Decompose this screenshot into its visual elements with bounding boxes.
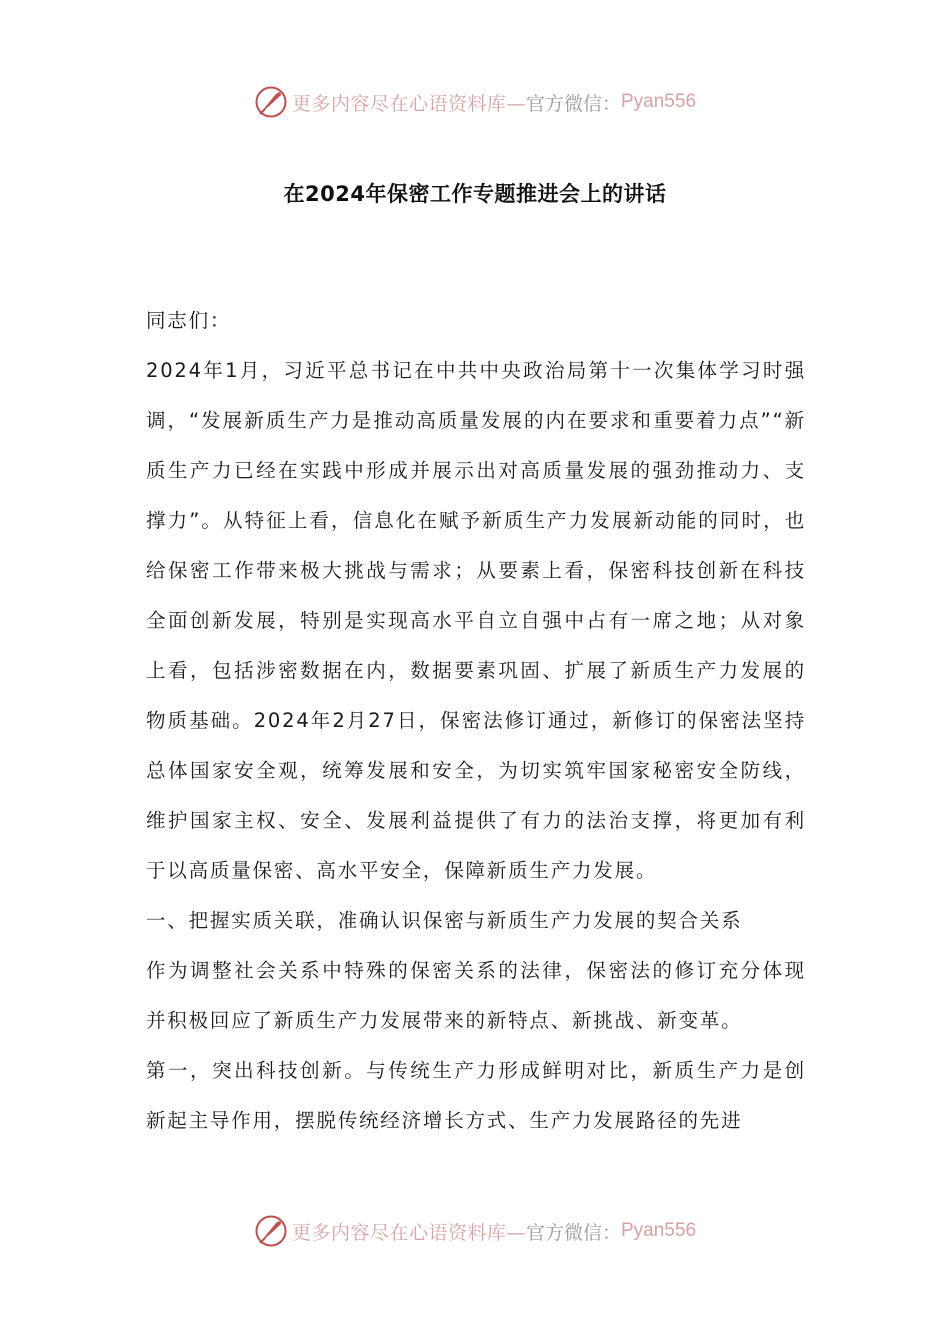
document-title: 在2024年保密工作专题推进会上的讲话 <box>283 182 667 206</box>
intro-paragraph: 2024年1月，习近平总书记在中共中央政治局第十一次集体学习时强调，“发展新质生产力是推动高质量发展的内在要求和重要着力点”“新质生产力已经在实践中形成并展示出对高质量发展的强劲推动力、支撑力”。从特征上看，信息化在赋予新质生产力发展新动能的同时，也给保密工作带来极大挑战与需求；从要素上看，保密科技创新在科技全面创新发展，特别是实现高水平自立自强中占有一席之地；从对象上看，包括涉密数据在内，数据要素巩固、扩展了新质生产力发展的物质基础。2024年2月27日，保密法修订通过，新修订的保密法坚持总体国家安全观，统筹发展和安全，为切实筑牢国家秘密安全防线，维护国家主权、安全、发展利益提供了有力的法治支撑，将更加有利于以高质量保密、高水平安全，保障新质生产力发展。 <box>146 359 806 882</box>
quill-pen-logo-icon <box>254 85 288 119</box>
salutation-paragraph: 同志们： <box>146 309 232 332</box>
document-body <box>146 296 806 1146</box>
watermark-site-text: 更多内容尽在心语资料库— <box>291 92 526 115</box>
watermark-wechat-id: Pyan556 <box>621 91 697 112</box>
footer-watermark-content <box>254 1214 696 1248</box>
header-watermark-banner <box>0 82 950 122</box>
section-1-paragraph: 作为调整社会关系中特殊的保密关系的法律，保密法的修订充分体现并积极回应了新质生产力发展带来的新特点、新挑战、新变革。 <box>146 959 806 1032</box>
point-1-paragraph: 第一，突出科技创新。与传统生产力形成鲜明对比，新质生产力是创新起主导作用，摆脱传统经济增长方式、生产力发展路径的先进 <box>146 1059 806 1132</box>
footer-watermark-banner <box>0 1211 950 1251</box>
watermark-site-text: 更多内容尽在心语资料库— <box>291 1221 526 1244</box>
watermark-wechat-label: 官方微信： <box>525 1221 621 1244</box>
watermark-wechat-id: Pyan556 <box>621 1220 697 1241</box>
watermark-wechat-label: 官方微信： <box>525 92 621 115</box>
header-watermark-content <box>254 85 696 119</box>
section-heading-1: 一、把握实质关联，准确认识保密与新质生产力发展的契合关系 <box>146 909 743 932</box>
quill-pen-logo-icon <box>254 1214 288 1248</box>
